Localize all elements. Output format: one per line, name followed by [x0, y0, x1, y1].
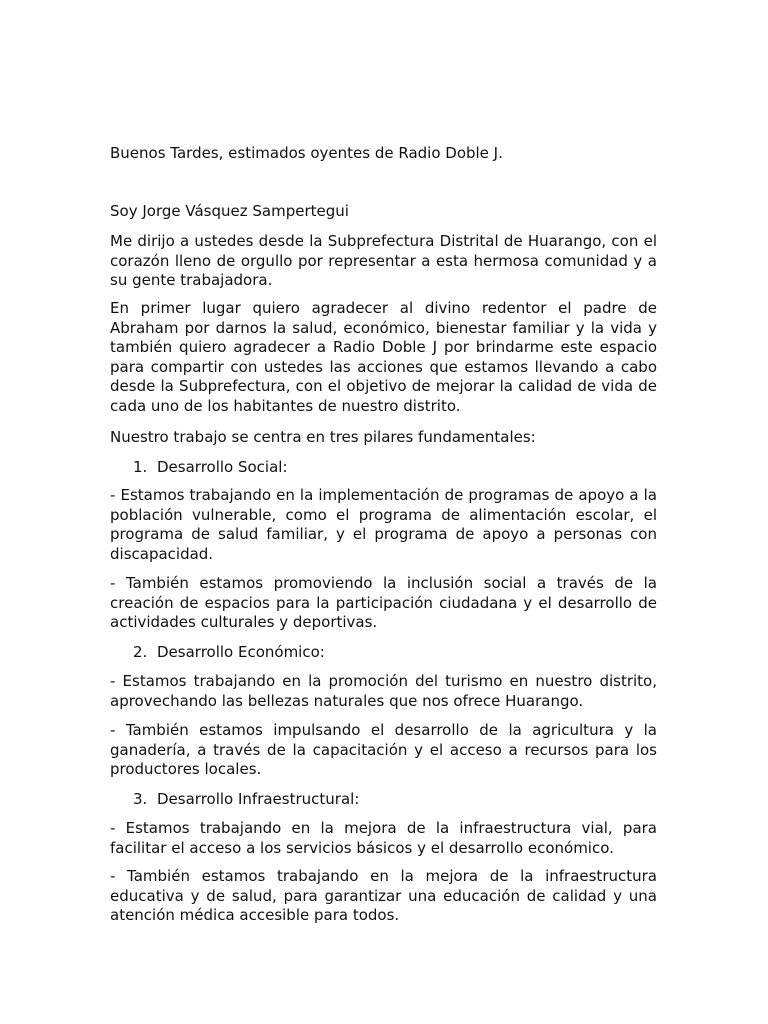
- social-item-1: - Estamos trabajando en la implementación de programas de apoyo a la población vulnerable, como el programa de alimentación escolar, el programa de salud familiar, y el programa de apoyo a personas con discapacidad.: [110, 486, 657, 563]
- list-title: Desarrollo Económico:: [157, 643, 325, 661]
- list-number: 2.: [133, 643, 148, 661]
- list-number: 3.: [133, 790, 148, 808]
- paragraph-2: En primer lugar quiero agradecer al divino redentor el padre de Abraham por darnos la salud, económico, bienestar familiar y la vida y también quiero agradecer a Radio Doble J por brindarme este espacio para compartir con ustedes las acciones que estamos llevando a cabo desde la Subprefectura, con el objetivo de mejorar la calidad de vida de cada uno de los habitantes de nuestro distrito.: [110, 299, 657, 415]
- paragraph-1: Me dirijo a ustedes desde la Subprefectura Distrital de Huarango, con el corazón lleno de orgullo por representar a esta hermosa comunidad y a su gente trabajadora.: [110, 232, 657, 289]
- section-heading-infrastructure: [110, 790, 657, 810]
- economic-item-1: - Estamos trabajando en la promoción del turismo en nuestro distrito, aprovechando las bellezas naturales que nos ofrece Huarango.: [110, 672, 657, 710]
- section-heading-economic: [110, 643, 657, 663]
- infrastructure-item-1: - Estamos trabajando en la mejora de la infraestructura vial, para facilitar el acceso a los servicios básicos y el desarrollo económico.: [110, 819, 657, 857]
- infrastructure-item-2: - También estamos trabajando en la mejora de la infraestructura educativa y de salud, para garantizar una educación de calidad y una atención médica accesible para todos.: [110, 867, 657, 924]
- list-title: Desarrollo Infraestructural:: [157, 790, 360, 808]
- economic-item-2: - También estamos impulsando el desarrollo de la agricultura y la ganadería, a través de la capacitación y el acceso a recursos para los productores locales.: [110, 721, 657, 778]
- pillars-intro: Nuestro trabajo se centra en tres pilares fundamentales:: [110, 428, 536, 446]
- list-title: Desarrollo Social:: [157, 458, 288, 476]
- list-number: 1.: [133, 458, 148, 476]
- greeting: Buenos Tardes, estimados oyentes de Radio Doble J.: [110, 144, 503, 162]
- intro-line: Soy Jorge Vásquez Sampertegui: [110, 202, 349, 220]
- social-item-2: - También estamos promoviendo la inclusión social a través de la creación de espacios para la participación ciudadana y el desarrollo de actividades culturales y deportivas.: [110, 574, 657, 631]
- section-heading-social: [110, 458, 657, 478]
